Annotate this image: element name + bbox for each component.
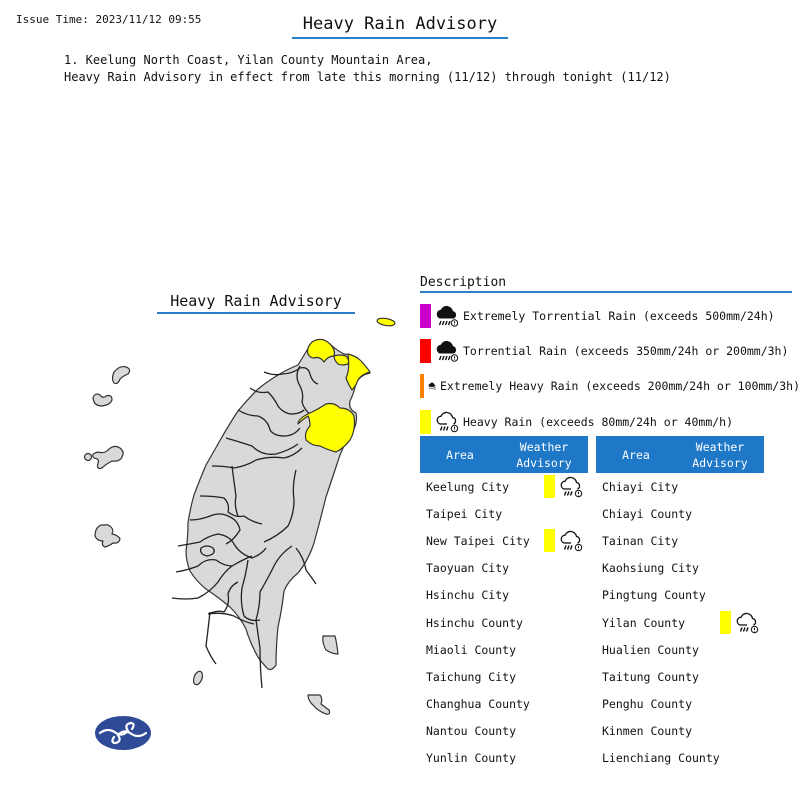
legend-title: Description — [420, 275, 792, 293]
area-name: Taitung County — [602, 669, 699, 684]
advisory-swatch — [720, 611, 731, 634]
table-header — [420, 436, 588, 473]
area-name: Taoyuan City — [426, 561, 510, 576]
table-row — [596, 473, 764, 500]
legend-swatch — [420, 339, 431, 363]
table-row — [420, 473, 588, 500]
cloud-rain-outline-icon — [435, 410, 459, 434]
table-row — [420, 555, 588, 582]
table-row — [420, 745, 588, 772]
cloud-rain-outline-icon — [559, 529, 583, 553]
table-row — [420, 527, 588, 554]
header-advisory: Weather Advisory — [516, 439, 572, 470]
cloud-rain-filled-icon — [428, 374, 436, 398]
table-row — [596, 745, 764, 772]
table-row — [420, 718, 588, 745]
legend-item-extremely-heavy — [420, 369, 800, 404]
advisory-swatch — [544, 529, 555, 552]
table-row — [596, 636, 764, 663]
table-row — [596, 691, 764, 718]
table-row — [420, 663, 588, 690]
area-name: Taichung City — [426, 669, 517, 684]
area-name: Taipei City — [426, 506, 503, 521]
area-table-right — [596, 436, 764, 772]
area-name: Yilan County — [602, 615, 686, 630]
cwa-logo — [94, 715, 152, 751]
table-row — [596, 527, 764, 554]
area-name: Miaoli County — [426, 642, 517, 657]
area-name: Yunlin County — [426, 751, 517, 766]
legend-label: Heavy Rain (exceeds 80mm/24h or 40mm/h) — [463, 414, 734, 429]
legend — [420, 298, 800, 439]
header-advisory: Weather Advisory — [692, 439, 748, 470]
advisory-summary — [64, 52, 671, 86]
island-orchid — [308, 695, 330, 714]
area-name: Hualien County — [602, 642, 699, 657]
taiwan-advisory-map — [70, 310, 410, 750]
table-row — [596, 718, 764, 745]
advisory-heavy-rain — [544, 529, 587, 553]
issue-time: Issue Time: 2023/11/12 09:55 — [16, 13, 202, 26]
legend-item-torrential — [420, 333, 800, 368]
area-name: New Taipei City — [426, 533, 530, 548]
island-liuqiu — [192, 670, 204, 686]
table-row — [596, 609, 764, 636]
cloud-rain-filled-icon — [435, 304, 459, 328]
page-title: Heavy Rain Advisory — [292, 14, 508, 39]
advisory-heavy-rain — [720, 611, 763, 635]
summary-line-2: Heavy Rain Advisory in effect from late this morning (11/12) through tonight (11/12) — [64, 70, 671, 84]
table-row — [596, 582, 764, 609]
area-name: Kaohsiung City — [602, 561, 699, 576]
cloud-rain-outline-icon — [559, 475, 583, 499]
summary-line-1: 1. Keelung North Coast, Yilan County Mountain Area, — [64, 53, 433, 67]
area-name: Pingtung County — [602, 588, 706, 603]
area-name: Tainan City — [602, 533, 679, 548]
table-header — [596, 436, 764, 473]
legend-swatch — [420, 374, 424, 398]
area-name: Changhua County — [426, 697, 530, 712]
table-row — [420, 500, 588, 527]
area-name: Penghu County — [602, 697, 693, 712]
cloud-rain-filled-icon — [435, 339, 459, 363]
legend-label: Extremely Torrential Rain (exceeds 500mm/24h) — [463, 308, 775, 323]
advisory-swatch — [544, 475, 555, 498]
island-kinmen — [93, 446, 123, 468]
island-lienchiang-1 — [113, 367, 130, 384]
legend-swatch — [420, 410, 431, 434]
taiwan-main-island — [186, 339, 370, 669]
legend-item-heavy — [420, 404, 800, 439]
legend-label: Extremely Heavy Rain (exceeds 200mm/24h or 100mm/3h) — [439, 379, 800, 394]
header-area: Area — [622, 447, 650, 462]
area-name: Lienchiang County — [602, 751, 720, 766]
area-name: Chiayi City — [602, 479, 679, 494]
island-kinmen-small — [85, 454, 92, 461]
legend-label: Torrential Rain (exceeds 350mm/24h or 200mm/3h) — [463, 343, 789, 358]
legend-swatch — [420, 304, 431, 328]
table-row — [420, 691, 588, 718]
region-keelung-islet — [377, 317, 396, 327]
table-row — [420, 609, 588, 636]
area-name: Chiayi County — [602, 506, 693, 521]
table-row — [420, 582, 588, 609]
region-new-taipei-northeast — [346, 354, 370, 390]
table-row — [596, 555, 764, 582]
island-penghu — [95, 525, 120, 547]
area-name: Hsinchu County — [426, 615, 523, 630]
island-green — [323, 636, 338, 654]
table-row — [596, 663, 764, 690]
advisory-heavy-rain — [544, 475, 587, 499]
area-name: Keelung City — [426, 479, 510, 494]
header-area: Area — [446, 447, 474, 462]
map-title: Heavy Rain Advisory — [157, 292, 355, 314]
legend-item-extremely-torrential — [420, 298, 800, 333]
cloud-rain-outline-icon — [735, 611, 759, 635]
area-name: Kinmen County — [602, 724, 693, 739]
table-row — [420, 636, 588, 663]
area-name: Nantou County — [426, 724, 517, 739]
table-row — [596, 500, 764, 527]
island-lienchiang-2 — [93, 394, 112, 406]
area-name: Hsinchu City — [426, 588, 510, 603]
area-table-left — [420, 436, 588, 772]
